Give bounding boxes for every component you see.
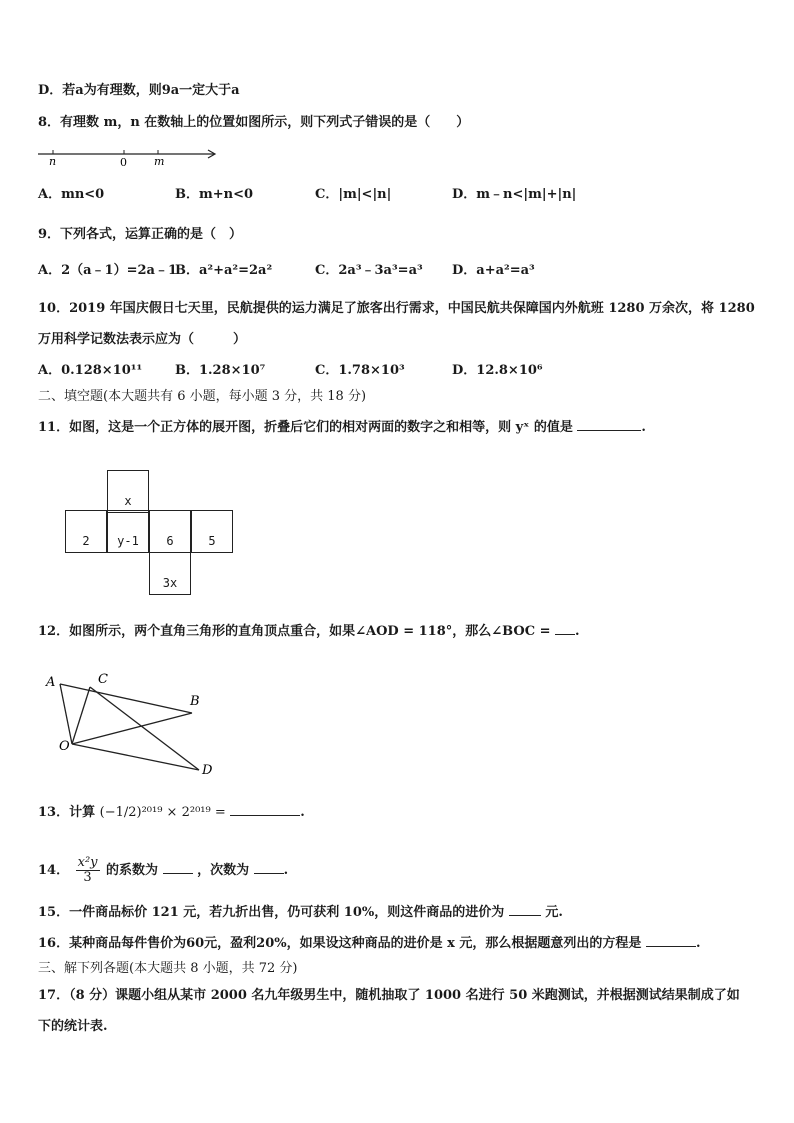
q13-expression: (−1/2)²⁰¹⁹ × 2²⁰¹⁹ = bbox=[99, 805, 226, 820]
q13-line: 13．计算 (−1/2)²⁰¹⁹ × 2²⁰¹⁹ = . bbox=[38, 805, 305, 820]
q8-option-b: B．m+n<0 bbox=[175, 187, 254, 202]
q9-stem: 9．下列各式，运算正确的是（ ） bbox=[38, 227, 243, 242]
q10-option-b: B．1.28×10⁷ bbox=[175, 363, 266, 378]
q8-number-line bbox=[36, 144, 222, 170]
net-cell-top: x bbox=[107, 470, 149, 513]
point-d-label: D bbox=[202, 763, 213, 778]
q17-line2: 下的统计表. bbox=[38, 1019, 108, 1034]
q8-option-d: D．m﹣n<|m|+|n| bbox=[452, 187, 577, 202]
q15-line bbox=[38, 903, 563, 922]
q13-answer-blank[interactable] bbox=[230, 803, 300, 816]
q15-unit: 元. bbox=[545, 905, 563, 920]
q14-fraction bbox=[76, 856, 100, 885]
q12-answer-blank[interactable] bbox=[555, 622, 575, 635]
q16-line: 16．某种商品每件售价为60元，盈利20%，如果设这种商品的进价是 x 元，那么根据题意列出的方程是 . bbox=[38, 936, 701, 951]
q11-answer-blank[interactable] bbox=[577, 418, 641, 431]
q11-stem: 11．如图，这是一个正方体的展开图，折叠后它们的相对两面的数字之和相等，则 yˣ 的值是 bbox=[38, 420, 573, 435]
net-cell-3: 6 bbox=[149, 510, 191, 553]
q13-prefix: 13．计算 bbox=[38, 805, 96, 820]
q15-answer-blank[interactable] bbox=[509, 903, 541, 916]
q14-line: 14． $\frac{\text{x²y}}{3}$ 的系数为 ，次数为 . bbox=[38, 855, 289, 885]
axis-label-m: m bbox=[154, 155, 165, 168]
q10-option-a: A．0.128×10¹¹ bbox=[38, 363, 143, 378]
q14-text-degree: ，次数为 bbox=[197, 863, 250, 878]
section-2-heading: 二、填空题(本大题共有 6 小题，每小题 3 分，共 18 分) bbox=[38, 389, 367, 404]
net-cell-bottom: 3x bbox=[149, 552, 191, 595]
q16-answer-blank[interactable] bbox=[646, 934, 696, 947]
q15-stem: 15．一件商品标价 121 元，若九折出售，仍可获利 10%，则这件商品的进价为 bbox=[38, 905, 505, 920]
q12-triangles-figure bbox=[42, 670, 232, 782]
q14-text-coefficient: 的系数为 bbox=[106, 863, 159, 878]
net-cell-4: 5 bbox=[191, 510, 233, 553]
q10-stem-line2: 万用科学记数法表示应为（ ） bbox=[38, 332, 247, 347]
q10-stem-line1: 10．2019 年国庆假日七天里，民航提供的运力满足了旅客出行需求，中国民航共保障国内外航班 1280 万余次，将 1280 bbox=[38, 301, 755, 316]
q10-option-c: C．1.78×10³ bbox=[315, 363, 405, 378]
point-c-label: C bbox=[98, 672, 108, 687]
point-b-label: B bbox=[190, 694, 200, 709]
net-cell-1: 2 bbox=[65, 510, 107, 553]
axis-label-n: n bbox=[49, 155, 57, 168]
net-cell-2: y-1 bbox=[107, 510, 149, 553]
axis-label-0: 0 bbox=[120, 156, 127, 169]
q10-option-d: D．12.8×10⁶ bbox=[452, 363, 543, 378]
fraction-denominator: 3 bbox=[83, 870, 92, 885]
q8-option-c: C．|m|<|n| bbox=[315, 187, 392, 202]
point-o-label: O bbox=[59, 739, 70, 754]
q14-degree-blank[interactable] bbox=[254, 861, 284, 874]
q9-option-c: C．2a³﹣3a³=a³ bbox=[315, 263, 423, 278]
q8-stem: 8．有理数 m，n 在数轴上的位置如图所示，则下列式子错误的是（ ） bbox=[38, 115, 470, 130]
q14-number: 14． bbox=[38, 863, 70, 878]
fraction-numerator: x²y bbox=[77, 855, 98, 870]
q12-line: 12．如图所示，两个直角三角形的直角顶点重合，如果∠AOD = 118°，那么∠BOC = . bbox=[38, 624, 580, 639]
q12-stem: 12．如图所示，两个直角三角形的直角顶点重合，如果∠AOD = 118°，那么∠BOC = bbox=[38, 624, 551, 639]
q9-option-a: A．2（a﹣1）=2a﹣1 bbox=[38, 263, 178, 278]
q17-line1: 17．（8 分）课题小组从某市 2000 名九年级男生中，随机抽取了 1000 名进行 50 米跑测试，并根据测试结果制成了如 bbox=[38, 988, 740, 1003]
q11-line: 11．如图，这是一个正方体的展开图，折叠后它们的相对两面的数字之和相等，则 yˣ 的值是 . bbox=[38, 420, 646, 435]
q9-option-b: B．a²+a²=2a² bbox=[175, 263, 273, 278]
q8-option-a: A．mn<0 bbox=[38, 187, 105, 202]
q16-stem: 16．某种商品每件售价为60元，盈利20%，如果设这种商品的进价是 x 元，那么根据题意列出的方程是 bbox=[38, 936, 642, 951]
q7-option-d: D．若a为有理数，则9a一定大于a bbox=[38, 83, 240, 98]
point-a-label: A bbox=[46, 675, 56, 690]
section-3-heading: 三、解下列各题(本大题共 8 小题，共 72 分) bbox=[38, 961, 298, 976]
q9-option-d: D．a+a²=a³ bbox=[452, 263, 535, 278]
q14-coefficient-blank[interactable] bbox=[163, 861, 193, 874]
